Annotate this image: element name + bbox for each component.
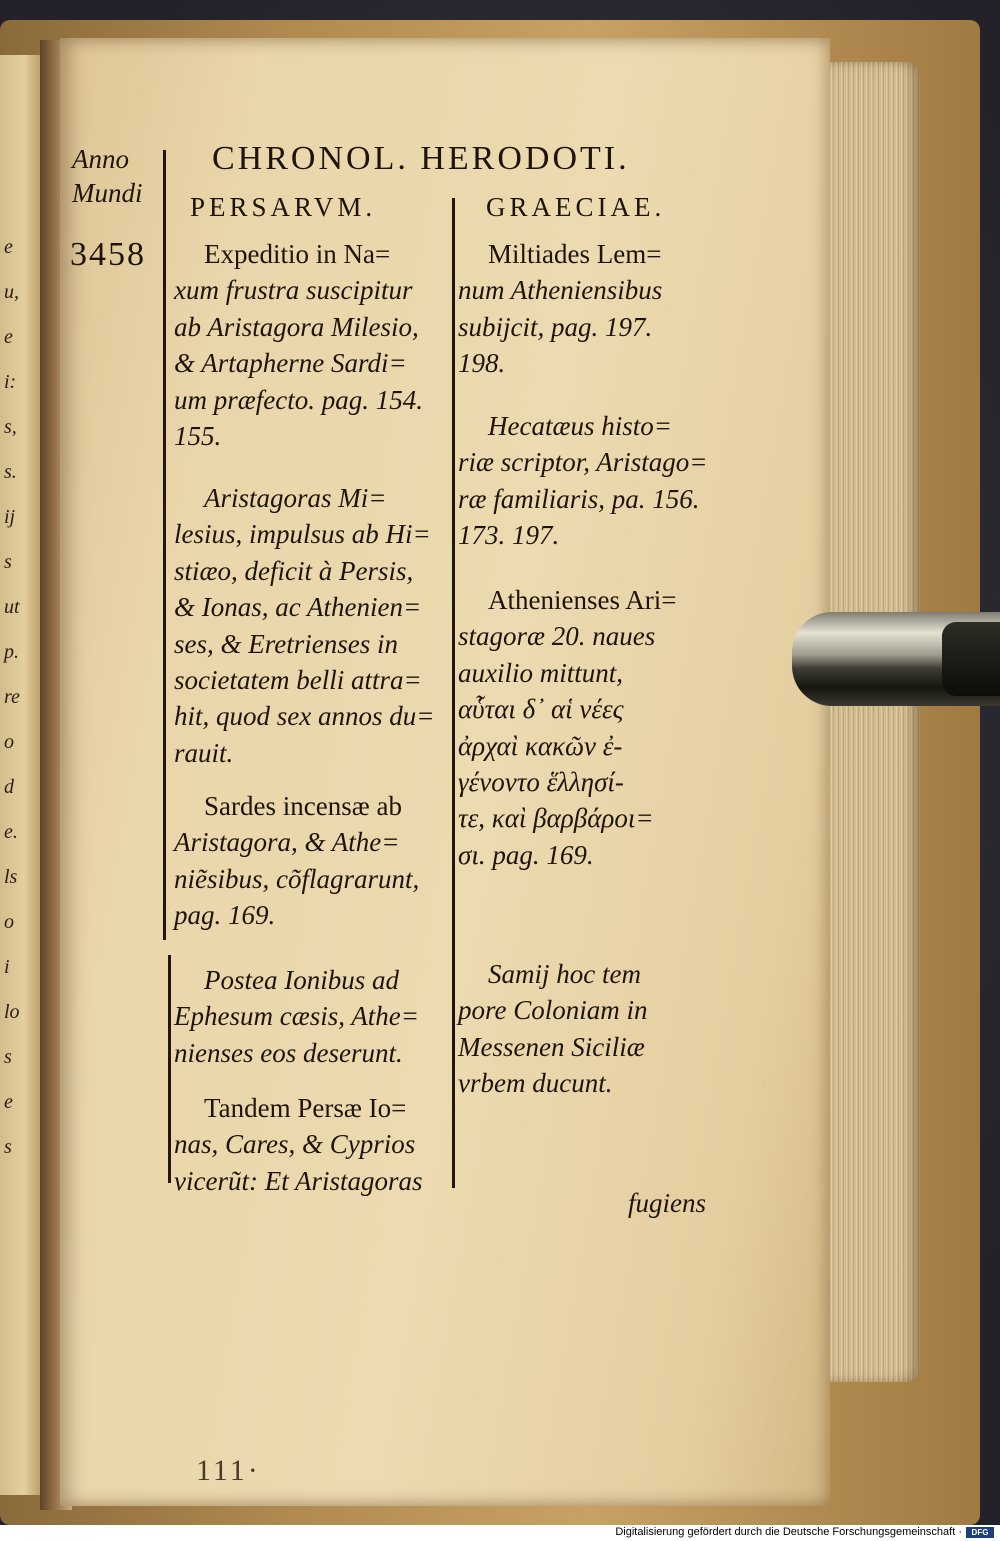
graeciae-entry-line: vrbem ducunt. <box>458 1068 613 1099</box>
persarum-entry-line: & Ionas, ac Athenien= <box>174 592 422 623</box>
left-margin-mark: e <box>4 326 13 348</box>
persarum-entry-line: Aristagoras Mi= <box>204 483 387 513</box>
column-rule-left-lower <box>168 955 171 1183</box>
persarum-entry-line: hit, quod sex annos du= <box>174 701 435 732</box>
graeciae-entry <box>458 408 708 554</box>
persarum-entry <box>174 788 419 934</box>
persarum-entry-line: vicerũt: Et Aristagoras <box>174 1165 423 1196</box>
graeciae-entry-line: τε, καὶ βαρβάροι= <box>458 803 654 834</box>
running-title: CHRONOL. HERODOTI. <box>212 140 630 177</box>
column-rule-left <box>163 150 166 940</box>
graeciae-entry-line: 173. 197. <box>458 520 560 551</box>
left-margin-mark: lo <box>4 1001 20 1023</box>
left-margin-mark: p. <box>4 641 19 663</box>
credit-text: Digitalisierung gefördert durch die Deutsche Forschungsgemeinschaft · <box>615 1526 962 1538</box>
persarum-entry-line: Expeditio in Na= <box>204 239 391 269</box>
persarum-entry-line: xum frustra suscipitur <box>174 275 413 306</box>
persarum-entry-line: ab Aristagora Milesio, <box>174 311 419 342</box>
bottom-page-number: 111· <box>196 1454 261 1487</box>
left-margin-mark: ij <box>4 506 16 528</box>
graeciae-entry-line: σι. pag. 169. <box>458 839 594 870</box>
graeciae-entry <box>458 582 676 873</box>
persarum-entry-line: societatem belli attra= <box>174 665 422 696</box>
left-margin-mark: e <box>4 1091 13 1113</box>
persarum-entry-line: ses, & Eretrienses in <box>174 628 398 659</box>
graeciae-entry <box>458 236 662 382</box>
graeciae-entry-line: subijcit, pag. 197. <box>458 311 653 342</box>
left-margin-mark: i <box>4 956 10 978</box>
left-margin-mark: o <box>4 731 14 753</box>
left-margin-mark: s <box>4 1136 12 1158</box>
graeciae-entry-line: Samij hoc tem <box>488 959 641 989</box>
column-heading-persarum: PERSARVM. <box>190 192 377 222</box>
left-margin-mark: u, <box>4 281 19 303</box>
left-margin-mark: s <box>4 1046 12 1068</box>
persarum-entry-line: Tandem Persæ Io= <box>204 1093 407 1123</box>
graeciae-entry-line: αὗται δ᾽ αἱ νέες <box>458 694 624 725</box>
graeciae-entry-line: ræ familiaris, pa. 156. <box>458 483 700 514</box>
persarum-entry-line: & Artapherne Sardi= <box>174 348 407 379</box>
persarum-entry-line: Sardes incensæ ab <box>204 791 402 821</box>
graeciae-entry-line: pore Coloniam in <box>458 995 648 1026</box>
persarum-entry-line: Aristagora, & Athe= <box>174 827 400 858</box>
graeciae-entry-line: auxilio mittunt, <box>458 657 623 688</box>
year-number: 3458 <box>70 236 146 273</box>
graeciae-entry-line: Miltiades Lem= <box>488 239 662 269</box>
anno-mundi-label <box>72 142 164 210</box>
page-block-edge <box>820 62 920 1382</box>
persarum-entry-line: Ephesum cæsis, Athe= <box>174 1001 419 1032</box>
book-clasp <box>792 612 1000 706</box>
mundi-label: Mundi <box>72 178 143 208</box>
left-margin-mark: ut <box>4 596 20 618</box>
persarum-entry <box>174 236 423 454</box>
persarum-entry-line: nas, Cares, & Cyprios <box>174 1129 416 1160</box>
catchword: fugiens <box>628 1188 706 1218</box>
graeciae-entry-line: riæ scriptor, Aristago= <box>458 447 708 478</box>
left-margin-mark: ls <box>4 866 18 888</box>
anno-label: Anno <box>72 144 129 174</box>
graeciae-entry-line: stagoræ 20. naues <box>458 621 656 652</box>
persarum-entry-line: um præfecto. pag. 154. <box>174 384 423 415</box>
persarum-entry-line: nienses eos deserunt. <box>174 1037 403 1068</box>
left-margin-mark: o <box>4 911 14 933</box>
persarum-entry <box>174 1090 422 1199</box>
graeciae-entry-line: num Atheniensibus <box>458 275 663 306</box>
persarum-entry-line: stiæo, deficit à Persis, <box>174 555 414 586</box>
persarum-entry-line: Postea Ionibus ad <box>204 965 399 995</box>
column-heading-graeciae: GRAECIAE. <box>486 192 666 222</box>
left-page-edge <box>0 55 40 1495</box>
left-margin-mark: s, <box>4 416 17 438</box>
persarum-entry-line: lesius, impulsus ab Hi= <box>174 519 431 550</box>
graeciae-entry-line: Athenienses Ari= <box>488 585 677 615</box>
left-margin-mark: e. <box>4 821 18 843</box>
graeciae-entry <box>458 956 648 1102</box>
left-margin-mark: re <box>4 686 20 708</box>
graeciae-entry-line: γένοντο ἕλλησί- <box>458 767 624 798</box>
digitization-credit-bar <box>0 1525 1000 1541</box>
left-margin-mark: s <box>4 551 12 573</box>
column-rule-middle <box>452 198 455 1188</box>
graeciae-entry-line: Messenen Siciliæ <box>458 1031 645 1062</box>
persarum-entry-line: 155. <box>174 421 222 452</box>
graeciae-entry-line: ἀρχαὶ κακῶν ἐ- <box>458 730 623 761</box>
left-margin-mark: s. <box>4 461 17 483</box>
left-margin-mark: e <box>4 236 13 258</box>
persarum-entry <box>174 962 419 1071</box>
left-margin-mark: d <box>4 776 14 798</box>
persarum-entry-line: pag. 169. <box>174 900 276 931</box>
persarum-entry-line: niẽsibus, cõflagrarunt, <box>174 863 420 894</box>
graeciae-entry-line: Hecatæus histo= <box>488 411 672 441</box>
dfg-logo: DFG <box>966 1527 994 1538</box>
persarum-entry <box>174 480 434 771</box>
left-margin-mark: i: <box>4 371 17 393</box>
graeciae-entry-line: 198. <box>458 348 506 379</box>
persarum-entry-line: rauit. <box>174 737 234 768</box>
